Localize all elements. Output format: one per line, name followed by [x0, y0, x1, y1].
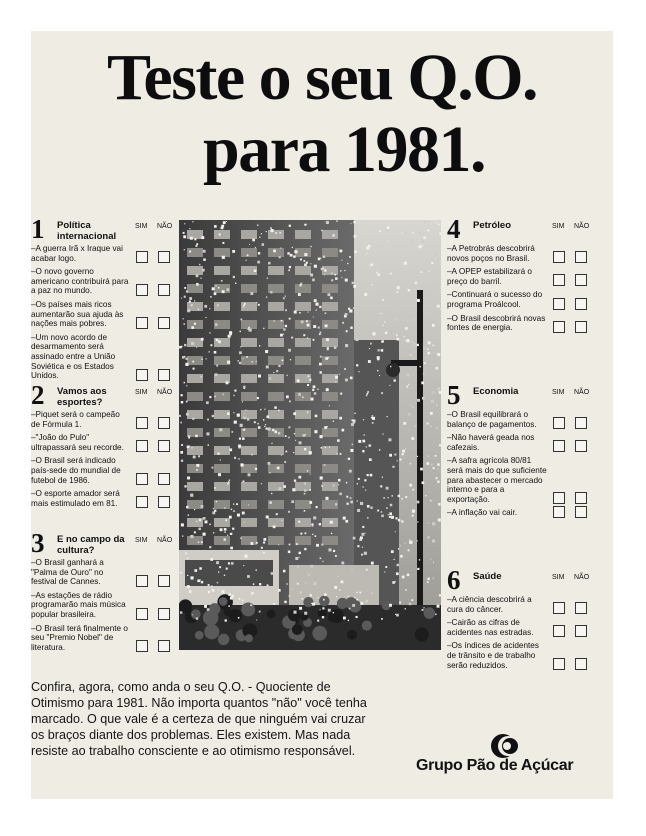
no-checkbox[interactable]	[158, 496, 170, 508]
question-item	[31, 300, 181, 329]
question-text: –As estações de rádio programarão mais música popular brasileira.	[31, 590, 126, 619]
headline-line-1: Teste o seu Q.O.	[106, 41, 538, 114]
question-item	[31, 558, 181, 587]
question-item	[31, 244, 181, 263]
yes-column-header: SIM	[135, 223, 148, 230]
confetti-street-photo	[179, 220, 441, 650]
question-item	[447, 433, 597, 452]
section-header	[447, 380, 597, 410]
question-text: –Piquet será o campeão de Fórmula 1.	[31, 410, 120, 429]
question-text: –A guerra Irã x Iraque vai acabar logo.	[31, 244, 123, 263]
no-column-header: NÃO	[157, 389, 173, 396]
no-checkbox[interactable]	[575, 492, 587, 504]
yes-column-header: SIM	[552, 574, 565, 581]
question-item	[447, 267, 597, 286]
question-text: –Continuará o sucesso do programa Proálcool.	[447, 290, 543, 309]
yes-checkbox[interactable]	[136, 608, 148, 620]
section-header	[31, 528, 181, 558]
question-item	[447, 508, 597, 518]
question-text: –O Brasil descobrirá novas fontes de energia.	[447, 313, 546, 333]
question-text: –O Brasil será indicado país-sede do mundial de futebol de 1986.	[31, 456, 121, 485]
yes-checkbox[interactable]	[136, 640, 148, 652]
no-checkbox[interactable]	[158, 575, 170, 587]
question-text: –O Brasil ganhará a "Palma de Ouro" no festival de Cannes.	[31, 558, 104, 587]
question-item	[447, 595, 597, 614]
quiz-section-1	[31, 214, 181, 385]
no-checkbox[interactable]	[575, 625, 587, 637]
body-copy: Confira, agora, como anda o seu Q.O. - Quociente de Otimismo para 1981. Não importa quantos "não" você tenha marcado. O que vale é a certeza de que ninguém vai cruzar os braços diante dos problemas. Eles existem. Mas nada resiste ao trabalho consciente e ao otimismo responsável.	[31, 680, 367, 758]
quiz-section-3	[31, 528, 181, 656]
section-title: Economia	[473, 386, 519, 397]
no-checkbox[interactable]	[575, 274, 587, 286]
question-item	[447, 618, 597, 637]
yes-checkbox[interactable]	[553, 298, 565, 310]
question-item	[31, 489, 181, 508]
no-checkbox[interactable]	[158, 317, 170, 329]
question-item	[31, 624, 181, 653]
yes-checkbox[interactable]	[136, 251, 148, 263]
yes-checkbox[interactable]	[553, 440, 565, 452]
section-number: 3	[31, 528, 45, 558]
section-number: 2	[31, 380, 45, 410]
yes-column-header: SIM	[552, 223, 565, 230]
yes-checkbox[interactable]	[136, 473, 148, 485]
yes-checkbox[interactable]	[136, 417, 148, 429]
question-item	[31, 410, 181, 429]
section-header	[447, 565, 597, 595]
section-title: Petróleo	[473, 220, 512, 231]
section-number: 5	[447, 380, 461, 410]
question-item	[31, 433, 181, 452]
question-text: –O Brasil terá finalmente o seu "Premio Nobel" de literatura.	[31, 623, 128, 652]
yes-checkbox[interactable]	[553, 625, 565, 637]
no-checkbox[interactable]	[158, 640, 170, 652]
section-title: Saúde	[473, 571, 502, 582]
no-checkbox[interactable]	[158, 284, 170, 296]
question-text: –O Brasil equilibrará o balanço de pagamentos.	[447, 410, 537, 429]
yes-checkbox[interactable]	[553, 658, 565, 670]
question-item	[447, 314, 597, 333]
yes-checkbox[interactable]	[136, 575, 148, 587]
question-text: –O novo governo americano contribuirá para a paz no mundo.	[31, 267, 129, 296]
no-checkbox[interactable]	[158, 608, 170, 620]
yes-checkbox[interactable]	[553, 417, 565, 429]
question-item	[447, 641, 597, 670]
pao-de-acucar-logo-icon	[491, 732, 519, 760]
yes-column-header: SIM	[135, 537, 148, 544]
no-checkbox[interactable]	[158, 473, 170, 485]
yes-checkbox[interactable]	[553, 506, 565, 518]
yes-checkbox[interactable]	[553, 274, 565, 286]
no-column-header: NÃO	[574, 389, 590, 396]
question-item	[31, 456, 181, 485]
yes-checkbox[interactable]	[136, 284, 148, 296]
question-text: –A inflação vai cair.	[447, 508, 518, 518]
no-checkbox[interactable]	[575, 602, 587, 614]
photo-illustration	[179, 220, 441, 650]
section-header	[31, 380, 181, 410]
section-header	[31, 214, 181, 244]
no-column-header: NÃO	[157, 223, 173, 230]
quiz-section-5	[447, 380, 597, 522]
question-text: –Os países mais ricos aumentarão sua ajuda às nações mais pobres.	[31, 299, 124, 329]
section-number: 6	[447, 565, 461, 595]
yes-checkbox[interactable]	[553, 321, 565, 333]
question-text: –Cairão as cifras de acidentes nas estradas.	[447, 618, 534, 637]
question-item	[447, 410, 597, 429]
logo-text: Grupo Pão de Açúcar	[416, 757, 574, 774]
yes-checkbox[interactable]	[553, 602, 565, 614]
question-item	[447, 456, 597, 504]
no-column-header: NÃO	[574, 574, 590, 581]
question-text: –A ciência descobrirá a cura do câncer.	[447, 595, 532, 614]
no-column-header: NÃO	[157, 537, 173, 544]
section-number: 4	[447, 214, 461, 244]
quiz-section-6	[447, 565, 597, 674]
no-checkbox[interactable]	[575, 298, 587, 310]
no-column-header: NÃO	[574, 223, 590, 230]
question-text: –"João do Pulo" ultrapassará seu recorde.	[31, 433, 124, 452]
question-text: –A safra agrícola 80/81 será mais do que suficiente para abastecer o mercado interno e para a exportação.	[447, 456, 547, 504]
question-text: –A Petrobrás descobrirá novos poços no Brasil.	[447, 244, 535, 263]
question-text: –Não haverá geada nos cafezais.	[447, 433, 535, 452]
question-item	[31, 333, 181, 381]
section-header	[447, 214, 597, 244]
yes-checkbox[interactable]	[553, 492, 565, 504]
question-text: –A OPEP estabilizará o preço do barril.	[447, 267, 532, 286]
no-checkbox[interactable]	[575, 440, 587, 452]
headline-line-2: para 1981.	[203, 113, 485, 186]
no-checkbox[interactable]	[158, 251, 170, 263]
question-item	[31, 267, 181, 296]
yes-checkbox[interactable]	[136, 440, 148, 452]
yes-column-header: SIM	[135, 389, 148, 396]
yes-checkbox[interactable]	[553, 251, 565, 263]
no-checkbox[interactable]	[158, 440, 170, 452]
question-text: –Os índices de acidentes de trânsito e de trabalho serão reduzidos.	[447, 641, 539, 670]
no-checkbox[interactable]	[158, 369, 170, 381]
no-checkbox[interactable]	[575, 417, 587, 429]
no-checkbox[interactable]	[575, 658, 587, 670]
question-item	[447, 290, 597, 309]
yes-checkbox[interactable]	[136, 317, 148, 329]
yes-column-header: SIM	[552, 389, 565, 396]
section-title: Política internacional	[57, 220, 117, 242]
no-checkbox[interactable]	[575, 506, 587, 518]
question-item	[31, 591, 181, 620]
no-checkbox[interactable]	[158, 417, 170, 429]
question-text: –O esporte amador será mais estimulado em 81.	[31, 489, 120, 508]
question-text: –Um novo acordo de desarmamento será assinado entre a União Soviética e os Estados Unidos.	[31, 332, 116, 381]
section-title: E no campo da cultura?	[57, 534, 125, 556]
question-item	[447, 244, 597, 263]
section-title: Vamos aos esportes?	[57, 386, 107, 408]
yes-checkbox[interactable]	[136, 369, 148, 381]
quiz-section-4	[447, 214, 597, 337]
yes-checkbox[interactable]	[136, 496, 148, 508]
no-checkbox[interactable]	[575, 321, 587, 333]
quiz-section-2	[31, 380, 181, 512]
section-number: 1	[31, 214, 45, 244]
no-checkbox[interactable]	[575, 251, 587, 263]
advertisement-page	[31, 31, 613, 799]
